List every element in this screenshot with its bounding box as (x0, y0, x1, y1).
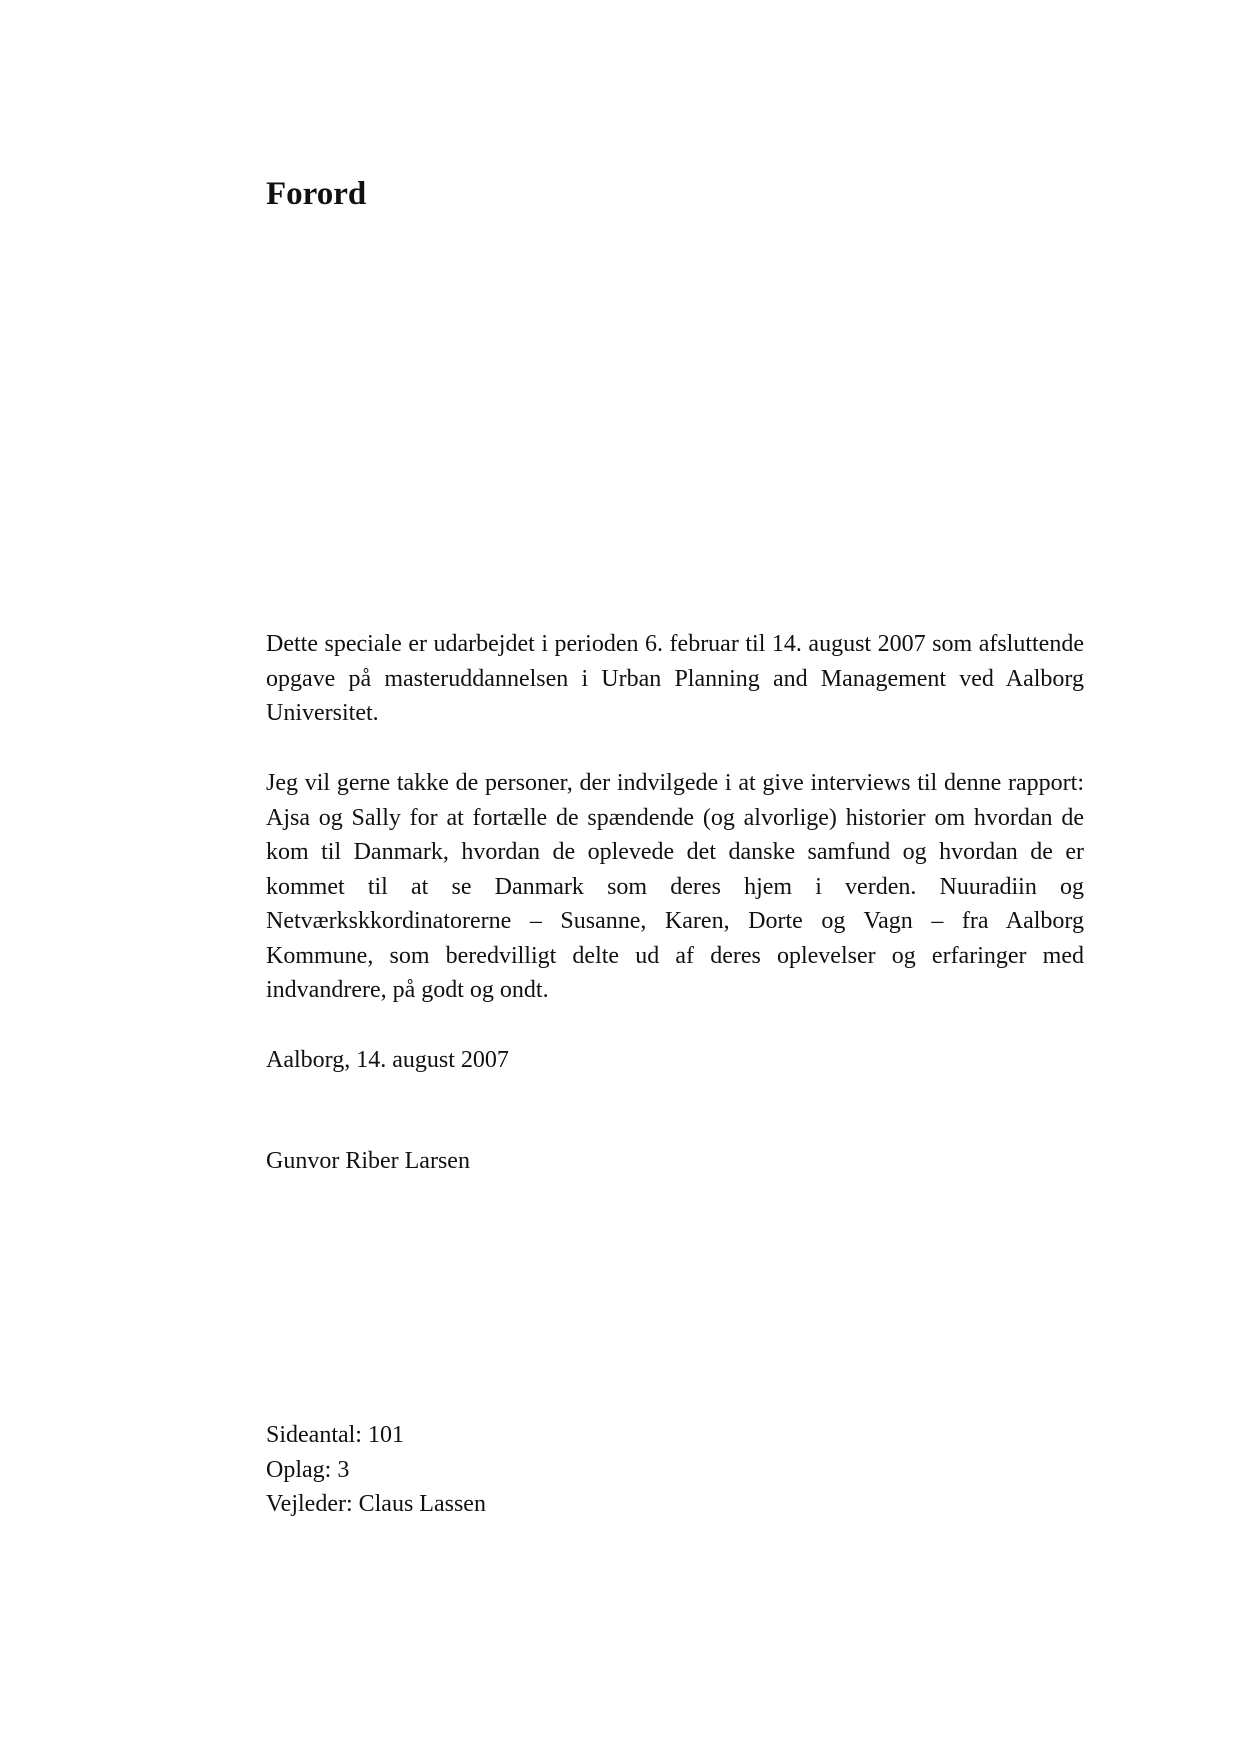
supervisor: Vejleder: Claus Lassen (266, 1491, 486, 1517)
edition: Oplag: 3 (266, 1456, 350, 1483)
place-date: Aalborg, 14. august 2007 (266, 1047, 509, 1073)
page-count: Sideantal: 101 (266, 1422, 404, 1448)
page-title: Forord (266, 176, 367, 212)
acknowledgements-paragraph: Jeg vil gerne takke de personer, der indvilgede i at give interviews til denne rapport: Ajsa og Sally for at fortælle de spændende (og alvorlige) historier om hvordan de kom til Danmark, hvordan de oplevede det danske samfund og hvordan de er kommet til at se Danmark som deres hjem i verden. Nuuradiin og Netværkskkordinatorerne – Susanne, Karen, Dorte og Vagn – fra Aalborg Kommune, som beredvilligt delte ud af deres oplevelser og erfaringer med indvandrere, på godt og ondt. (266, 770, 1084, 1003)
document-metadata (266, 1418, 486, 1522)
author-name: Gunvor Riber Larsen (266, 1148, 470, 1174)
intro-paragraph: Dette speciale er udarbejdet i perioden 6. februar til 14. august 2007 som afsluttende opgave på masteruddannelsen i Urban Planning and Management ved Aalborg Universitet. (266, 631, 1084, 726)
